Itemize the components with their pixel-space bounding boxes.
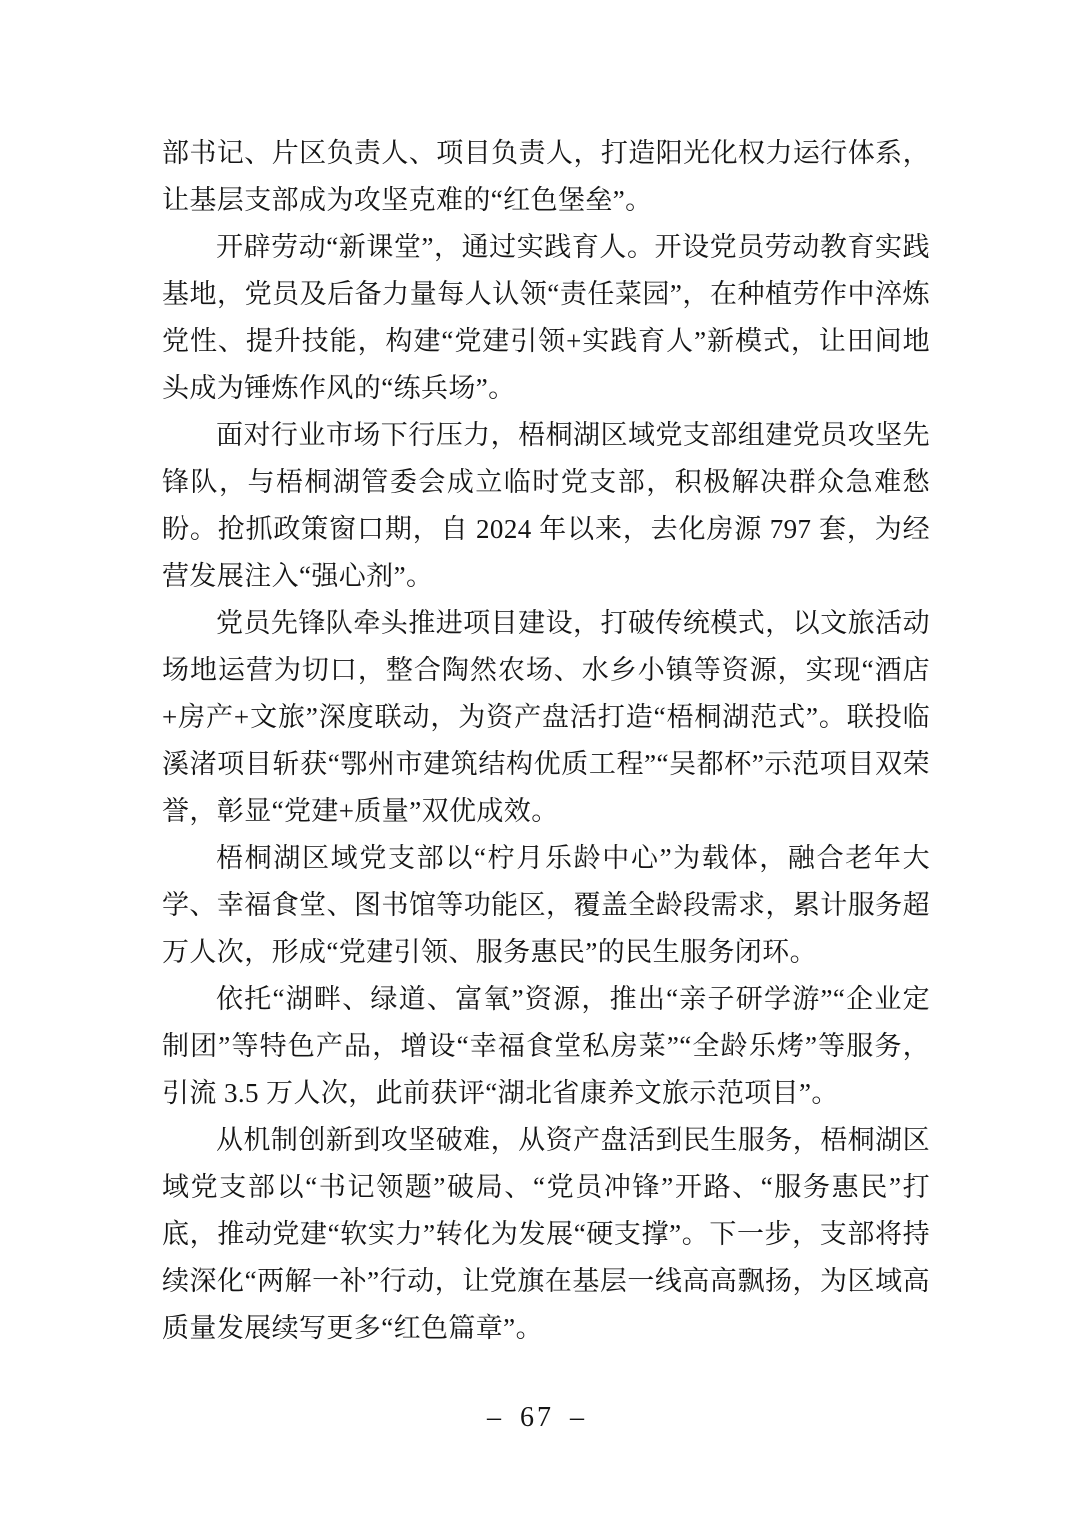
- paragraph: 依托“湖畔、绿道、富氧”资源，推出“亲子研学游”“企业定制团”等特色产品，增设“幸福食堂私房菜”“全龄乐烤”等服务，引流 3.5 万人次，此前获评“湖北省康养文旅示范项目”。: [162, 984, 930, 1108]
- paragraph-continuation: 部书记、片区负责人、项目负责人，打造阳光化权力运行体系，让基层支部成为攻坚克难的“红色堡垒”。: [162, 138, 930, 215]
- paragraph: 从机制创新到攻坚破难，从资产盘活到民生服务，梧桐湖区域党支部以“书记领题”破局、“党员冲锋”开路、“服务惠民”打底，推动党建“软实力”转化为发展“硬支撑”。下一步，支部将持续深化“两解一补”行动，让党旗在基层一线高高飘扬，为区域高质量发展续写更多“红色篇章”。: [162, 1125, 930, 1343]
- paragraph: 党员先锋队牵头推进项目建设，打破传统模式，以文旅活动场地运营为切口，整合陶然农场、水乡小镇等资源，实现“酒店+房产+文旅”深度联动，为资产盘活打造“梧桐湖范式”。联投临溪渚项目斩获“鄂州市建筑结构优质工程”“吴都杯”示范项目双荣誉，彰显“党建+质量”双优成效。: [162, 608, 930, 826]
- paragraph: 面对行业市场下行压力，梧桐湖区域党支部组建党员攻坚先锋队，与梧桐湖管委会成立临时党支部，积极解决群众急难愁盼。抢抓政策窗口期，自 2024 年以来，去化房源 797 套，为经营发展注入“强心剂”。: [162, 420, 930, 591]
- document-body: [162, 130, 930, 1352]
- page-footer: [0, 1402, 1074, 1434]
- paragraph: 开辟劳动“新课堂”，通过实践育人。开设党员劳动教育实践基地，党员及后备力量每人认领“责任菜园”，在种植劳作中淬炼党性、提升技能，构建“党建引领+实践育人”新模式，让田间地头成为锤炼作风的“练兵场”。: [162, 232, 930, 403]
- paragraph: 梧桐湖区域党支部以“柠月乐龄中心”为载体，融合老年大学、幸福食堂、图书馆等功能区，覆盖全龄段需求，累计服务超万人次，形成“党建引领、服务惠民”的民生服务闭环。: [162, 843, 930, 967]
- page-number: – 67 –: [487, 1402, 587, 1433]
